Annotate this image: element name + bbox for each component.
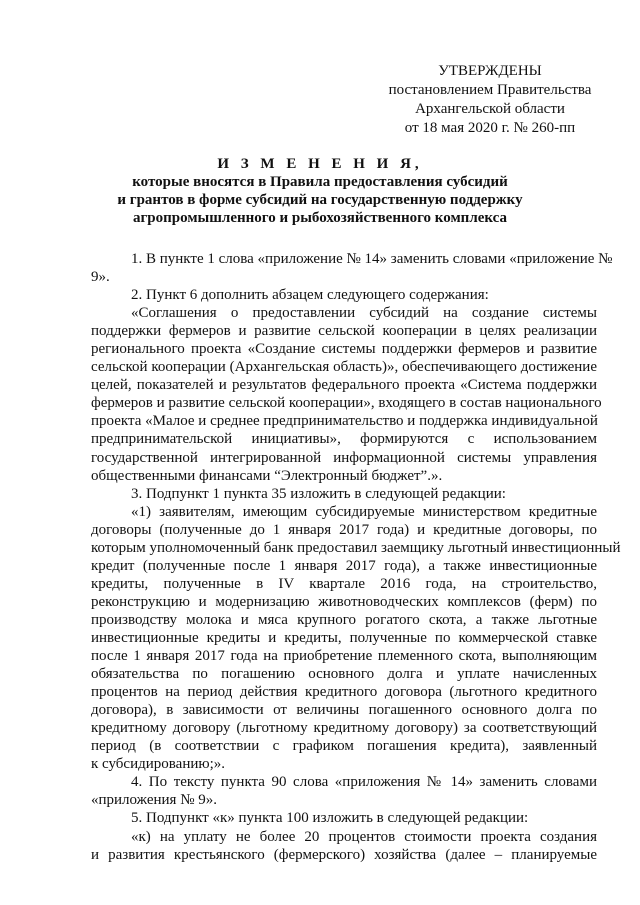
title-line: которые вносятся в Правила предоставления субсидий bbox=[132, 174, 508, 190]
title-line: агропромышленного и рыбохозяйственного комплекса bbox=[132, 210, 508, 226]
body-line: 3. Подпункт 1 пункта 35 изложить в следующей редакции: bbox=[131, 485, 506, 502]
body-line: регионального проекта «Создание системы поддержки фермеров и развитие bbox=[91, 341, 597, 358]
body-line: и развития крестьянского (фермерского) хозяйства (далее – планируемые bbox=[91, 846, 597, 863]
body-line: 2. Пункт 6 дополнить абзацем следующего содержания: bbox=[131, 287, 489, 304]
body-line: договоры (полученные до 1 января 2017 года) и кредитные договоры, по bbox=[91, 521, 597, 538]
body-line: договора), в зависимости от величины погашенного основного долга по bbox=[91, 702, 597, 719]
body-line: процентов на период действия кредитного договора (льготного кредитного bbox=[91, 684, 597, 701]
title-line: и грантов в форме субсидий на государственную поддержку bbox=[117, 192, 523, 208]
body-line: кредит (полученные после 1 января 2017 года), а также инвестиционные bbox=[91, 557, 597, 574]
body-line: государственной интегрированной информационной системы управления bbox=[91, 449, 597, 466]
body-line: целей, показателей и результатов федерального проекта «Система поддержки bbox=[91, 377, 597, 394]
approval-line: УТВЕРЖДЕНЫ bbox=[438, 63, 542, 79]
body-line: обязательства по погашению основного долга и уплате начисленных bbox=[91, 666, 597, 683]
title-heading: И З М Е Н Е Н И Я, bbox=[217, 156, 423, 172]
body-line: к субсидированию;». bbox=[91, 756, 225, 773]
body-line: проекта «Малое и среднее предпринимательство и поддержка индивидуальной bbox=[91, 413, 598, 430]
body-line: кредитному договору (льготному кредитному договору) за соответствующий bbox=[91, 720, 597, 737]
body-line: после 1 января 2017 года на приобретение племенного скота, выполняющим bbox=[91, 648, 597, 665]
approval-line: от 18 мая 2020 г. № 260-пп bbox=[404, 120, 576, 136]
approval-stamp bbox=[385, 62, 595, 138]
approval-line: Архангельской области bbox=[415, 101, 565, 117]
document-title bbox=[90, 155, 550, 227]
body-line: кредиты, полученные в IV квартале 2016 года, на строительство, bbox=[91, 575, 597, 592]
body-line: сельской кооперации (Архангельская область)», обеспечивающего достижение bbox=[91, 359, 597, 376]
body-line: «Соглашения о предоставлении субсидий на создание системы bbox=[131, 305, 597, 322]
body-line: 9». bbox=[91, 269, 110, 286]
body-line: «к) на уплату не более 20 процентов стоимости проекта создания bbox=[131, 828, 597, 845]
body-line: период (в соответствии с графиком погашения кредита), заявленный bbox=[91, 738, 597, 755]
body-line: 5. Подпункт «к» пункта 100 изложить в следующей редакции: bbox=[131, 810, 529, 827]
body-line: общественными финансами “Электронный бюджет”.». bbox=[91, 467, 443, 484]
body-line: поддержки фермеров и развитие сельской кооперации в целях реализации bbox=[91, 323, 597, 340]
body-line: 4. По тексту пункта 90 слова «приложения № 14» заменить словами bbox=[131, 774, 597, 791]
body-line: инвестиционные кредиты и кредиты, полученные по коммерческой ставке bbox=[91, 629, 597, 646]
body-line: реконструкцию и модернизацию животноводческих комплексов (ферм) по bbox=[91, 593, 597, 610]
document-body bbox=[91, 250, 621, 864]
body-line: «1) заявителям, имеющим субсидируемые министерством кредитные bbox=[131, 503, 597, 520]
body-line: 1. В пункте 1 слова «приложение № 14» заменить словами «приложение № bbox=[131, 251, 613, 267]
body-line: «приложения № 9». bbox=[91, 792, 218, 809]
body-line: фермеров и развитие сельской кооперации», входящего в состав национального bbox=[91, 395, 602, 412]
body-line: производству молока и мяса крупного рогатого скота, а также льготные bbox=[91, 611, 597, 628]
body-line: предпринимательской инициативы», формируются с использованием bbox=[91, 431, 597, 448]
approval-line: постановлением Правительства bbox=[388, 82, 592, 98]
body-line: которым уполномоченный банк предоставил заемщику льготный инвестиционный bbox=[91, 539, 621, 556]
